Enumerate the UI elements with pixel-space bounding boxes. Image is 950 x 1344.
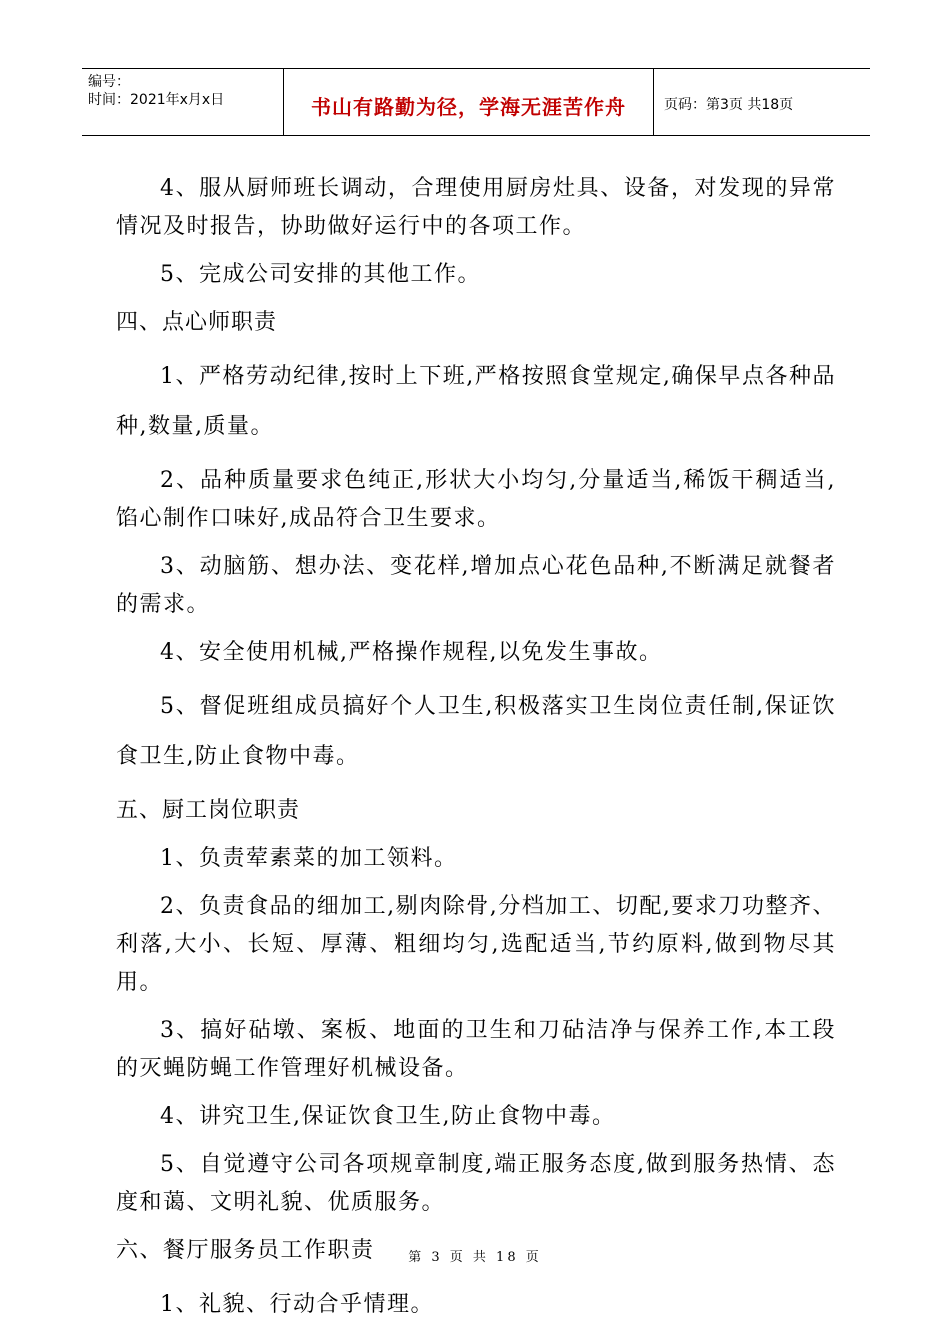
paragraph: 5、完成公司安排的其他工作。 — [160, 262, 481, 287]
header-motto: 书山有路勤为径，学海无涯苦作舟 — [284, 69, 654, 135]
code-label: 编号： — [88, 74, 130, 90]
header-info-cell — [82, 69, 284, 135]
header-page-number: 页码：第3页 共18页 — [664, 97, 794, 113]
paragraph: 5、督促班组成员搞好个人卫生,积极落实卫生岗位责任制,保证饮食卫生,防止食物中毒。 — [116, 694, 836, 769]
paragraph: 4、服从厨师班长调动，合理使用厨房灶具、设备，对发现的异常情况及时报告，协助做好运行中的各项工作。 — [116, 176, 836, 239]
page-footer: 第 3 页 共 18 页 — [408, 1250, 542, 1265]
paragraph: 3、动脑筋、想办法、变花样,增加点心花色品种,不断满足就餐者的需求。 — [116, 554, 836, 617]
paragraph: 2、负责食品的细加工,剔肉除骨,分档加工、切配,要求刀功整齐、利落,大小、长短、厚薄、粗细均匀,选配适当,节约原料,做到物尽其用。 — [116, 894, 836, 995]
header-table — [82, 68, 870, 136]
paragraph: 4、安全使用机械,严格操作规程,以免发生事故。 — [160, 640, 663, 665]
paragraph: 2、品种质量要求色纯正,形状大小均匀,分量适当,稀饭干稠适当,馅心制作口味好,成品符合卫生要求。 — [116, 468, 836, 531]
section-heading: 五、厨工岗位职责 — [116, 798, 301, 823]
paragraph: 4、讲究卫生,保证饮食卫生,防止食物中毒。 — [160, 1104, 616, 1129]
section-heading: 六、餐厅服务员工作职责 — [116, 1238, 375, 1263]
paragraph: 1、严格劳动纪律,按时上下班,严格按照食堂规定,确保早点各种品种,数量,质量。 — [116, 364, 836, 439]
paragraph: 1、礼貌、行动合乎情理。 — [160, 1292, 434, 1317]
paragraph: 3、搞好砧墩、案板、地面的卫生和刀砧洁净与保养工作,本工段的灭蝇防蝇工作管理好机械设备。 — [116, 1018, 836, 1081]
section-heading: 四、点心师职责 — [116, 310, 278, 335]
date-text: 时间：2021年x月x日 — [88, 92, 225, 108]
paragraph: 1、负责荤素菜的加工领料。 — [160, 846, 458, 871]
paragraph: 5、自觉遵守公司各项规章制度,端正服务态度,做到服务热情、态度和蔼、文明礼貌、优质服务。 — [116, 1152, 836, 1215]
document-body — [116, 170, 836, 1324]
